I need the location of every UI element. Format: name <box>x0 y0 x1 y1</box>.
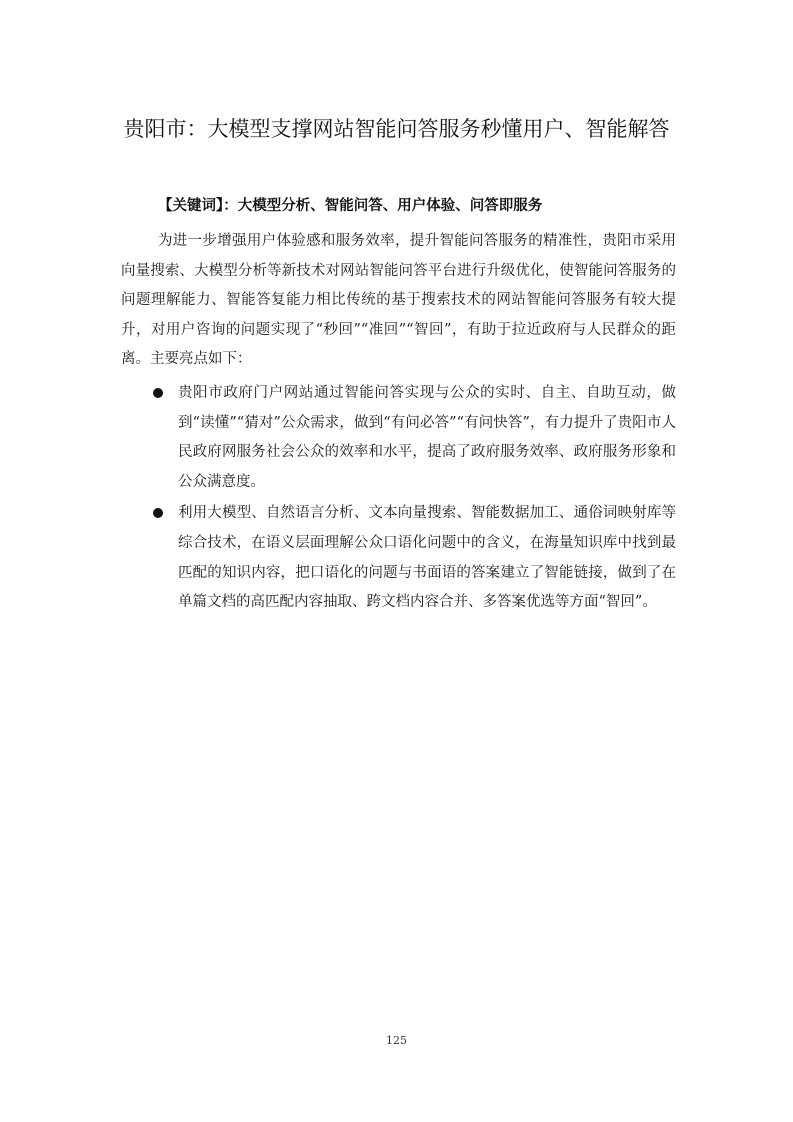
keywords-line: 【关键词】：大模型分析、智能问答、用户体验、问答即服务 <box>158 197 543 214</box>
list-item-text: 利用大模型、自然语言分析、文本向量搜索、智能数据加工、通俗词映射库等综合技术，在语义层面理解公众口语化问题中的含义，在海量知识库中找到最匹配的知识内容，把口语化的问题与书面语的答案建立了智能链接，做到了在单篇文档的高匹配内容抽取、跨文档内容合并、多答案优选等方面“智回”。 <box>178 505 676 611</box>
list-item <box>121 379 676 497</box>
page-number: 125 <box>386 1034 407 1047</box>
bullet-dot-icon <box>153 388 163 398</box>
intro-paragraph: 为进一步增强用户体验感和服务效率，提升智能问答服务的精准性，贵阳市采用向量搜索、大模型分析等新技术对网站智能问答平台进行升级优化，使智能问答服务的问题理解能力、智能答复能力相比传统的基于搜索技术的网站智能问答服务有较大提升，对用户咨询的问题实现了“秒回”“准回”“智回”，有助于拉近政府与人民群众的距离。主要亮点如下： <box>121 233 676 368</box>
list-item-text: 贵阳市政府门户网站通过智能问答实现与公众的实时、自主、自助互动，做到“读懂”“猜对”公众需求，做到“有问必答”“有问快答”，有力提升了贵阳市人民政府网服务社会公众的效率和水平，提高了政府服务效率、政府服务形象和公众满意度。 <box>178 385 676 490</box>
highlights-list <box>121 379 676 620</box>
page-title: 贵阳市：大模型支撑网站智能问答服务秒懂用户、智能解答 <box>123 117 670 141</box>
list-item <box>121 499 676 617</box>
bullet-dot-icon <box>153 508 163 518</box>
